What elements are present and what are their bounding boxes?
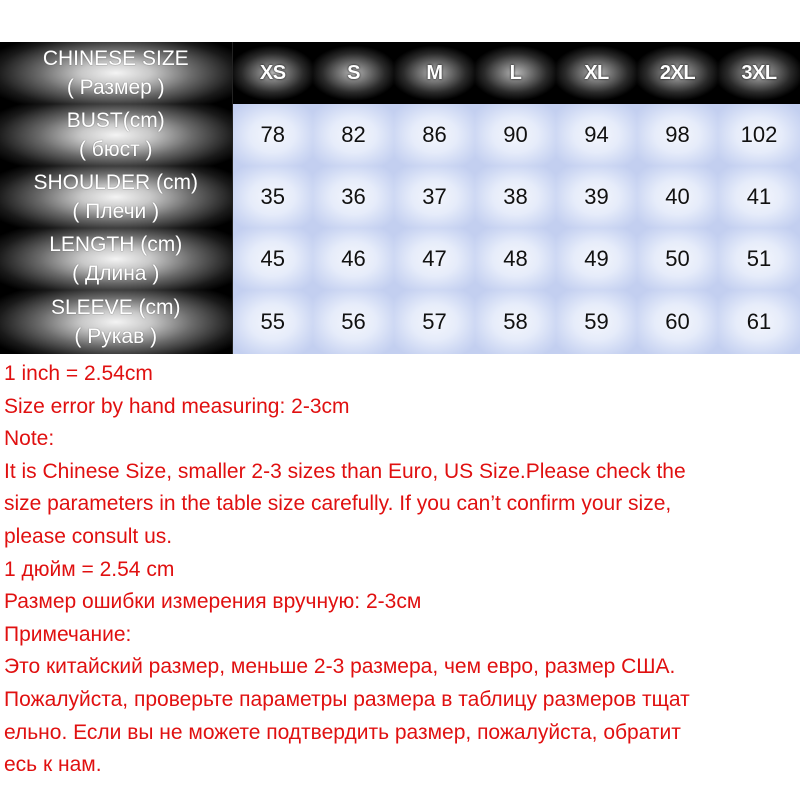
table-cell: 41: [718, 166, 800, 228]
table-cell: 56: [313, 290, 394, 354]
size-header-m: M: [394, 42, 475, 104]
table-cell: 57: [394, 290, 475, 354]
table-cell: 58: [475, 290, 556, 354]
row-label-line1: SLEEVE (cm): [50, 296, 181, 319]
note-line: ельно. Если вы не можете подтвердить размер, пожалуйста, обратит: [4, 720, 681, 744]
table-row-bust: [0, 104, 800, 166]
table-cell: 37: [394, 166, 475, 228]
table-cell: 59: [556, 290, 637, 354]
row-label-line2: ( бюст ): [78, 138, 153, 161]
row-label-shoulder: [0, 166, 232, 228]
table-row-shoulder: [0, 166, 800, 228]
size-header-s: S: [313, 42, 394, 104]
table-cell: 47: [394, 228, 475, 290]
table-cell: 48: [475, 228, 556, 290]
note-line: 1 inch = 2.54cm: [4, 362, 153, 385]
note-line: size parameters in the table size carefully. If you can’t confirm your size,: [4, 492, 672, 516]
note-line: Note:: [4, 427, 55, 451]
table-cell: 36: [313, 166, 394, 228]
row-label-line2: ( Плечи ): [72, 200, 160, 223]
table-cell: 98: [637, 104, 718, 166]
header-label-cell: [0, 42, 232, 104]
size-header-l: L: [475, 42, 556, 104]
header-label-line2: ( Размер ): [66, 76, 165, 99]
size-header-xl: XL: [556, 42, 637, 104]
note-line: Примечание:: [4, 622, 132, 646]
table-cell: 45: [232, 228, 313, 290]
row-label-line1: SHOULDER (cm): [33, 171, 198, 194]
table-cell: 49: [556, 228, 637, 290]
header-label-line1: CHINESE SIZE: [42, 47, 189, 70]
table-cell: 102: [718, 104, 800, 166]
size-chart-table: [0, 42, 800, 354]
note-line: Это китайский размер, меньше 2-3 размера, чем евро, размер США.: [4, 655, 676, 679]
note-line: Размер ошибки измерения вручную: 2-3cм: [4, 590, 422, 614]
table-row-length: [0, 228, 800, 290]
table-cell: 90: [475, 104, 556, 166]
table-cell: 61: [718, 290, 800, 354]
row-label-line1: LENGTH (cm): [49, 233, 183, 256]
row-label-bust: [0, 104, 232, 166]
note-line: It is Chinese Size, smaller 2-3 sizes than Euro, US Size.Please check the: [4, 459, 686, 483]
note-line: есь к нам.: [4, 753, 102, 777]
table-cell: 50: [637, 228, 718, 290]
table-cell: 78: [232, 104, 313, 166]
size-header-3xl: 3XL: [718, 42, 800, 104]
size-header-2xl: 2XL: [637, 42, 718, 104]
table-cell: 94: [556, 104, 637, 166]
table-row-sleeve: [0, 290, 800, 354]
row-label-length: [0, 228, 232, 290]
note-line: Пожалуйста, проверьте параметры размера в таблицу размеров тщат: [4, 687, 690, 711]
row-label-line2: ( Рукав ): [74, 325, 158, 348]
note-line: please consult us.: [4, 524, 173, 548]
row-label-line2: ( Длина ): [72, 262, 160, 285]
size-header-xs: XS: [232, 42, 313, 104]
table-cell: 38: [475, 166, 556, 228]
table-cell: 82: [313, 104, 394, 166]
header-row: [0, 42, 800, 104]
note-line: 1 дюйм = 2.54 cm: [4, 557, 175, 581]
row-label-sleeve: [0, 290, 232, 354]
row-label-line1: BUST(cm): [66, 109, 165, 132]
note-line: Size error by hand measuring: 2-3cm: [4, 394, 350, 418]
table-cell: 35: [232, 166, 313, 228]
size-notes: [0, 358, 800, 782]
table-cell: 51: [718, 228, 800, 290]
table-cell: 55: [232, 290, 313, 354]
table-cell: 46: [313, 228, 394, 290]
table-cell: 40: [637, 166, 718, 228]
top-margin: [0, 0, 800, 42]
table-cell: 39: [556, 166, 637, 228]
table-cell: 60: [637, 290, 718, 354]
table-cell: 86: [394, 104, 475, 166]
